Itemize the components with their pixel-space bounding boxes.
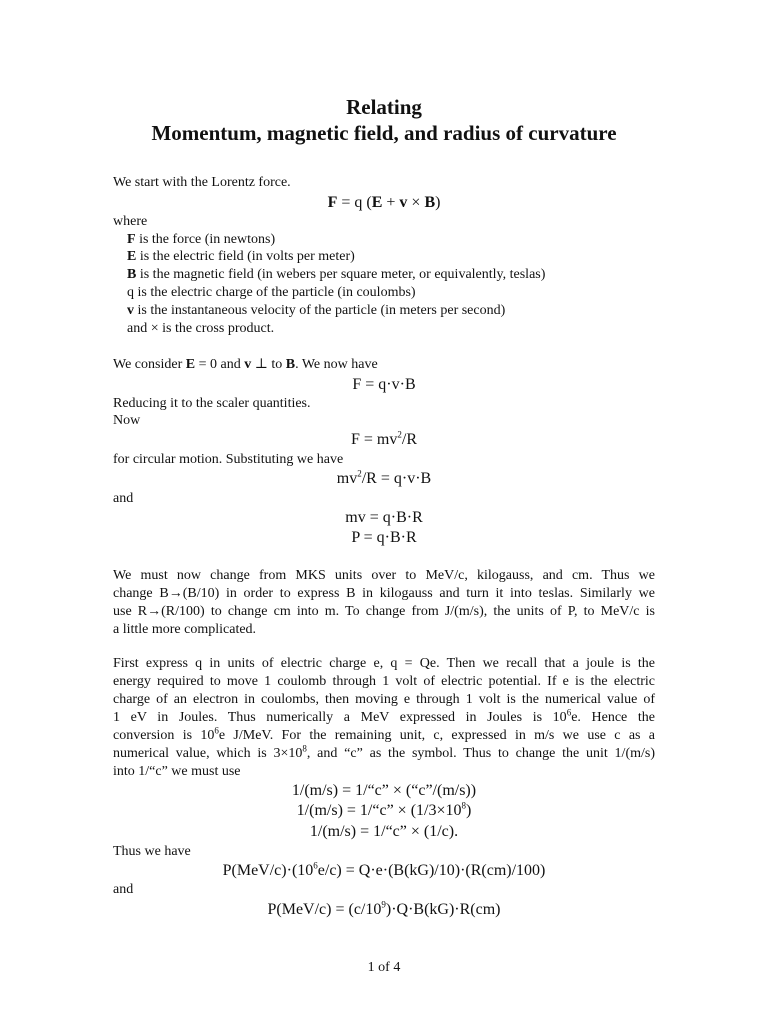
paragraph-line: into 1/“c” we must use (113, 764, 241, 779)
equation-f-qvb: F = q·v·B (352, 376, 416, 393)
consider-text: We consider E = 0 and v ⊥ to B. We now have (113, 357, 378, 372)
conversion-equation-1: 1/(m/s) = 1/“c” × (“c”/(m/s)) (291, 782, 477, 799)
units-paragraph (113, 567, 655, 639)
paragraph-line: First express q in units of electric charge e, q = Qe. Then we recall that a joule is the (113, 656, 655, 671)
momentum-equation-1: $P(MeV/c)\cdot(10^6e/c) = Q\cdot e\cdot(B(kG)/10)\cdot(R(cm)/100)$ (222, 860, 546, 879)
definition-item: and × is the cross product. (127, 321, 275, 336)
thus-text: Thus we have (113, 844, 191, 859)
title-line-1: Relating (346, 95, 422, 119)
circular-motion-text: for circular motion. Substituting we have (113, 452, 344, 467)
reducing-text: Reducing it to the scaler quantities. (113, 396, 311, 411)
where-text: where (113, 214, 148, 229)
conversion-equation-2: 1/(m/s) = 1/“c” × $(1/3\times 10^8)$ (296, 800, 472, 819)
lorentz-equation: F = q (E + v × B) (327, 194, 441, 211)
page-number: 1 of 4 (367, 960, 401, 975)
equation-f-mv2r: $F = mv^2/R$ (351, 429, 417, 448)
intro-text: We start with the Lorentz force. (113, 175, 291, 190)
now-text: Now (113, 413, 141, 428)
title-line-2: Momentum, magnetic field, and radius of curvature (151, 121, 617, 145)
charge-paragraph (113, 655, 655, 781)
and-text: and (113, 882, 134, 897)
definition-item: B is the magnetic field (in webers per square meter, or equivalently, teslas) (127, 267, 546, 282)
equation-mv-qbr: mv = q·B·R (345, 509, 423, 526)
paragraph-line: numerical value, which is $3\times 10^8$, and “c” as the symbol. Thus to change the unit 1/(m/s) (113, 743, 655, 761)
equation-p-qbr: P = q·B·R (351, 529, 417, 546)
paragraph-line: change B→(B/10) in order to express B in kilogauss and turn it into teslas. Similarly we (113, 586, 655, 601)
definition-item: F is the force (in newtons) (127, 232, 276, 247)
and-text: and (113, 491, 134, 506)
paragraph-line: charge of an electron in coulombs, then moving e through 1 volt is the numerical value of (113, 692, 655, 707)
equation-mv2r-qvb: $mv^2/R = q\cdot v\cdot B$ (336, 468, 432, 487)
definition-item: q is the electric charge of the particle (in coulombs) (127, 285, 416, 300)
paragraph-line: use R→(R/100) to change cm into m. To change from J/(m/s), the units of P, to MeV/c is (113, 604, 655, 619)
paragraph-line: energy required to move 1 coulomb through 1 volt of electric potential. If e is the electric (113, 674, 655, 689)
definition-item: v is the instantaneous velocity of the particle (in meters per second) (127, 303, 506, 318)
paragraph-line: We must now change from MKS units over to MeV/c, kilogauss, and cm. Thus we (113, 568, 655, 583)
momentum-equation-2: $P(MeV/c) = (c/10^9)\cdot Q\cdot B(kG)\cdot R(cm)$ (267, 899, 501, 918)
conversion-equation-3: 1/(m/s) = 1/“c” × (1/c). (309, 823, 459, 840)
paragraph-line: a little more complicated. (113, 622, 257, 637)
definition-item: E is the electric field (in volts per meter) (127, 249, 355, 264)
paragraph-line: 1 eV in Joules. Thus numerically a MeV expressed in Joules is $10^6e$. Hence the (113, 707, 655, 725)
paragraph-line: conversion is $10^6e$ J/MeV. For the remaining unit, c, expressed in m/s we use c as a (113, 725, 656, 743)
